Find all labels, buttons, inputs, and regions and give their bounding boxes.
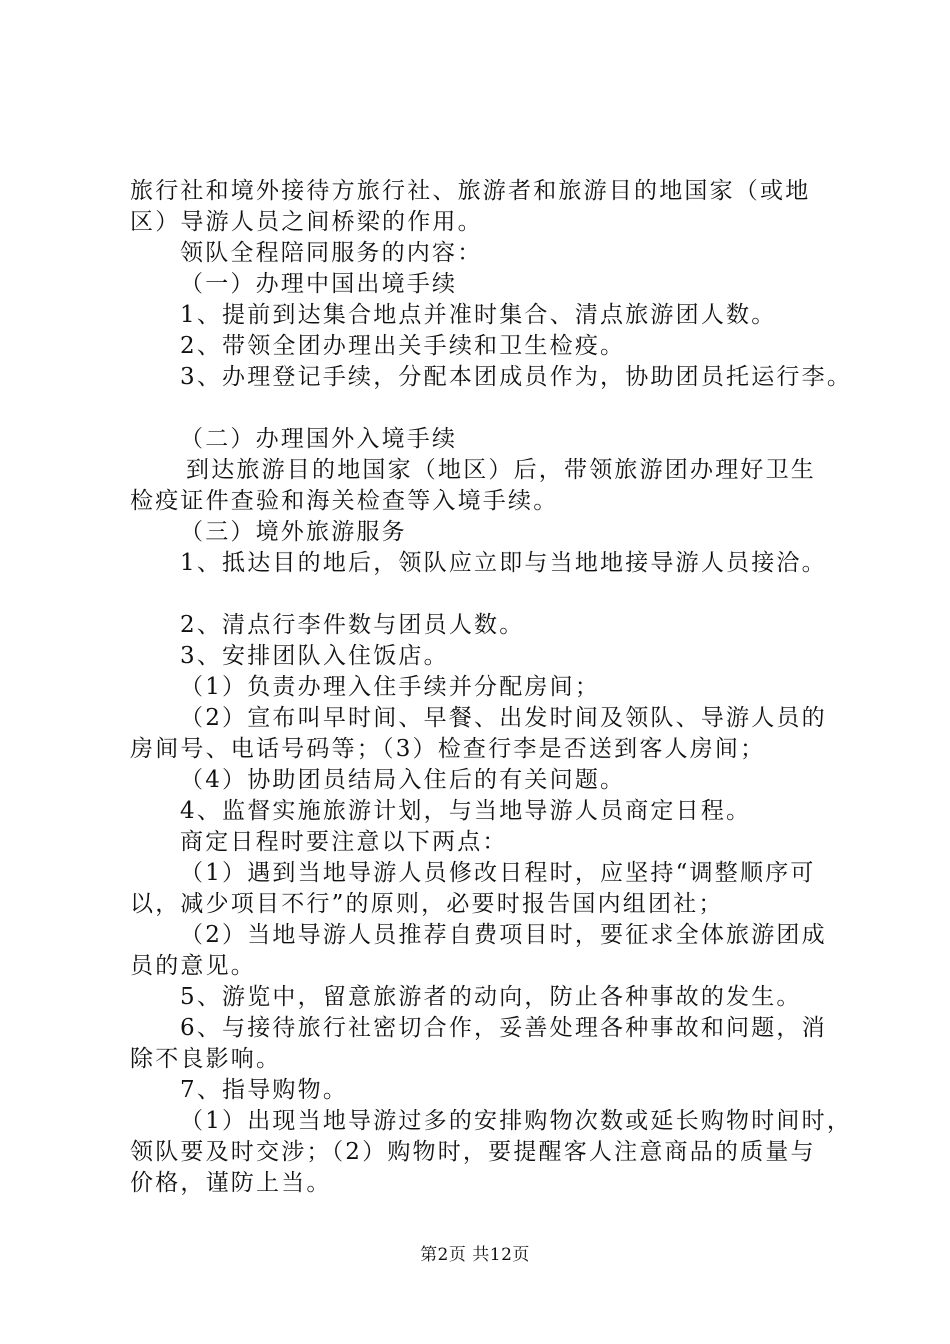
paragraph-line: 到达旅游目的地国家（地区）后，带领旅游团办理好卫生 <box>186 457 816 483</box>
section-intro: 领队全程陪同服务的内容： <box>180 240 483 266</box>
list-item: 7、指导购物。 <box>180 1077 349 1103</box>
paragraph-line: 价格，谨防上当。 <box>130 1170 332 1196</box>
sub-item: （1）遇到当地导游人员修改日程时，应坚持“调整顺序可 <box>180 860 816 886</box>
paragraph-line: 以，减少项目不行”的原则，必要时报告国内组团社； <box>130 891 724 917</box>
list-item: 2、带领全团办理出关手续和卫生检疫。 <box>180 333 626 359</box>
paragraph-line: 旅行社和境外接待方旅行社、旅游者和旅游目的地国家（或地 <box>130 178 811 204</box>
sub-item: （1）出现当地导游过多的安排购物次数或延长购物时间时， <box>180 1108 853 1134</box>
paragraph-line: 员的意见。 <box>130 953 256 979</box>
blank-line <box>130 579 842 610</box>
paragraph-line: 除不良影响。 <box>130 1046 282 1072</box>
sub-item: （4）协助团员结局入住后的有关问题。 <box>180 767 626 793</box>
section-heading: （三）境外旅游服务 <box>180 519 407 545</box>
sub-item: （2）当地导游人员推荐自费项目时，要征求全体旅游团成 <box>180 922 827 948</box>
document-body <box>130 176 853 1199</box>
paragraph-line: 检疫证件查验和海关检查等入境手续。 <box>130 488 559 514</box>
list-item: 1、抵达目的地后，领队应立即与当地地接导游人员接洽。 <box>180 550 827 576</box>
list-item: 3、办理登记手续，分配本团成员作为，协助团员托运行李。 <box>180 364 853 390</box>
paragraph-line: 区）导游人员之间桥梁的作用。 <box>130 209 483 235</box>
blank-line <box>130 393 842 424</box>
list-item: 4、监督实施旅游计划，与当地导游人员商定日程。 <box>180 798 752 824</box>
paragraph-line: 房间号、电话号码等；（3）检查行李是否送到客人房间； <box>130 736 766 762</box>
list-item: 2、清点行李件数与团员人数。 <box>180 612 525 638</box>
section-heading: （一）办理中国出境手续 <box>180 271 458 297</box>
list-item: 5、游览中，留意旅游者的动向，防止各种事故的发生。 <box>180 984 802 1010</box>
page-footer: 第2页 共12页 <box>420 1245 530 1265</box>
paragraph-line: 领队要及时交涉；（2）购物时，要提醒客人注意商品的质量与 <box>130 1139 816 1165</box>
sub-item: （1）负责办理入住手续并分配房间； <box>180 674 601 700</box>
sub-item: （2）宣布叫早时间、早餐、出发时间及领队、导游人员的 <box>180 705 827 731</box>
section-heading: （二）办理国外入境手续 <box>180 426 458 452</box>
list-item: 1、提前到达集合地点并准时集合、清点旅游团人数。 <box>180 302 777 328</box>
list-item: 3、安排团队入住饭店。 <box>180 643 449 669</box>
list-item: 6、与接待旅行社密切合作，妥善处理各种事故和问题，消 <box>180 1015 827 1041</box>
paragraph-line: 商定日程时要注意以下两点： <box>180 829 508 855</box>
